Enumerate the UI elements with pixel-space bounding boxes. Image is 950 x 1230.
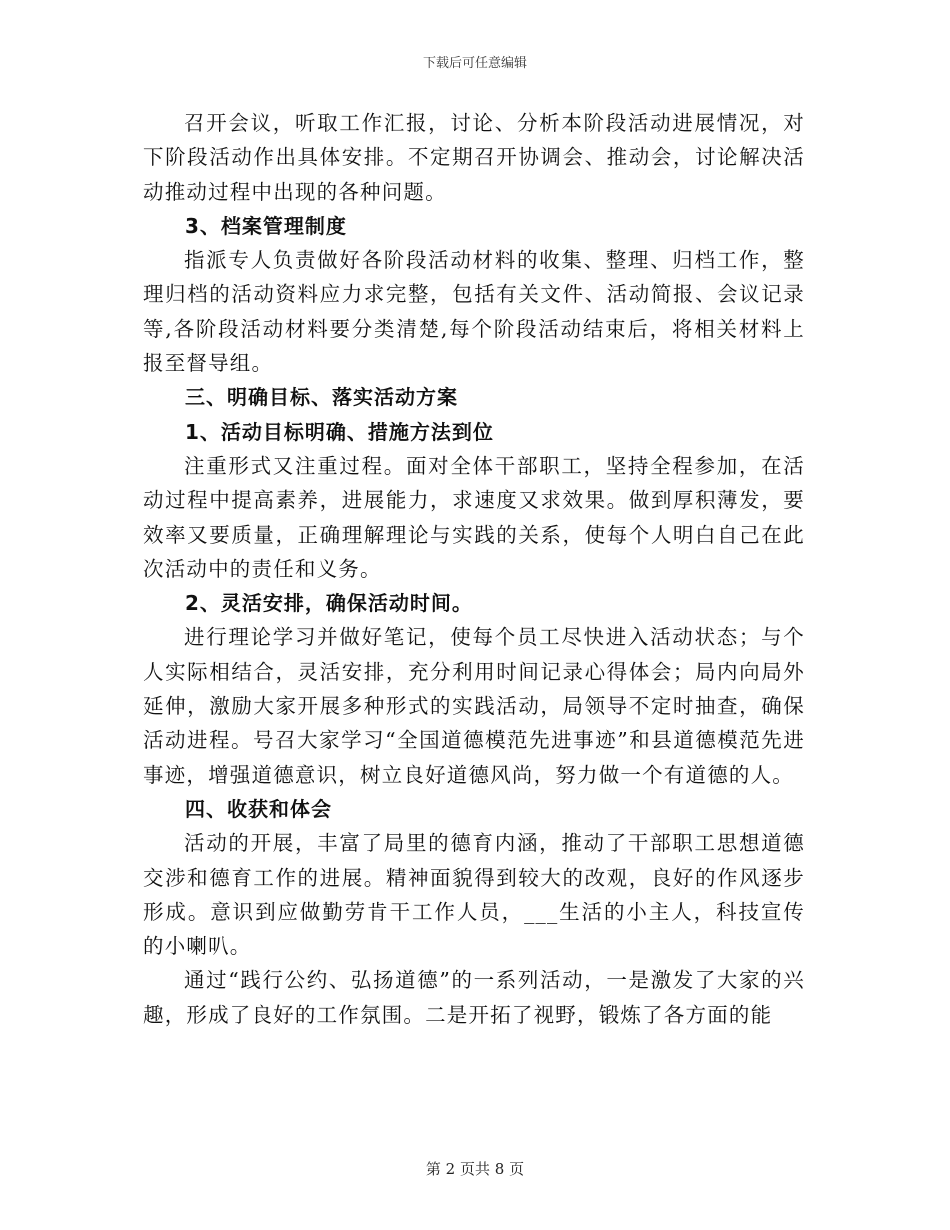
heading-section-three: 三、明确目标、落实活动方案 <box>185 385 458 410</box>
heading-section-four: 四、收获和体会 <box>185 796 332 821</box>
page-footer: 第 2 页共 8 页 <box>425 1160 525 1178</box>
paragraph-activities: 通过“践行公约、弘扬道德”的一系列活动，一是激发了大家的兴趣，形成了良好的工作氛围。二是开拓了视野，锻炼了各方面的能 <box>143 968 805 1027</box>
document-body <box>143 106 805 1032</box>
paragraph-meeting: 召开会议，听取工作汇报，讨论、分析本阶段活动进展情况，对下阶段活动作出具体安排。不定期召开协调会、推动会，讨论解决活动推动过程中出现的各种问题。 <box>143 111 805 204</box>
heading-flexible-arrangement: 2、灵活安排，确保活动时间。 <box>185 591 473 616</box>
paragraph-arrangement: 进行理论学习并做好笔记，使每个员工尽快进入活动状态；与个人实际相结合，灵活安排，充分利用时间记录心得体会；局内向局外延伸，激励大家开展多种形式的实践活动，局领导不定时抽查，确保活动进程。号召大家学习“全国道德模范先进事迹”和县道德模范先进事迹，增强道德意识，树立良好道德风尚，努力做一个有道德的人。 <box>143 625 805 787</box>
heading-archive-management: 3、档案管理制度 <box>185 213 347 238</box>
page-header: 下载后可任意编辑 <box>422 56 527 71</box>
heading-activity-goals: 1、活动目标明确、措施方法到位 <box>185 419 494 444</box>
paragraph-gains: 活动的开展，丰富了局里的德育内涵，推动了干部职工思想道德交涉和德育工作的进展。精神面貌得到较大的改观，良好的作风逐步形成。意识到应做勤劳肯干工作人员，___生活的小主人，科技宣传的小喇叭。 <box>143 831 805 959</box>
paragraph-goals: 注重形式又注重过程。面对全体干部职工，坚持全程参加，在活动过程中提高素养，进展能力，求速度又求效果。做到厚积薄发，要效率又要质量，正确理解理论与实践的关系，使每个人明白自己在此次活动中的责任和义务。 <box>143 453 805 581</box>
paragraph-archive: 指派专人负责做好各阶段活动材料的收集、整理、归档工作，整理归档的活动资料应力求完整，包括有关文件、活动简报、会议记录等,各阶段活动材料要分类清楚,每个阶段活动结束后，将相关材料上报至督导组。 <box>143 248 805 376</box>
